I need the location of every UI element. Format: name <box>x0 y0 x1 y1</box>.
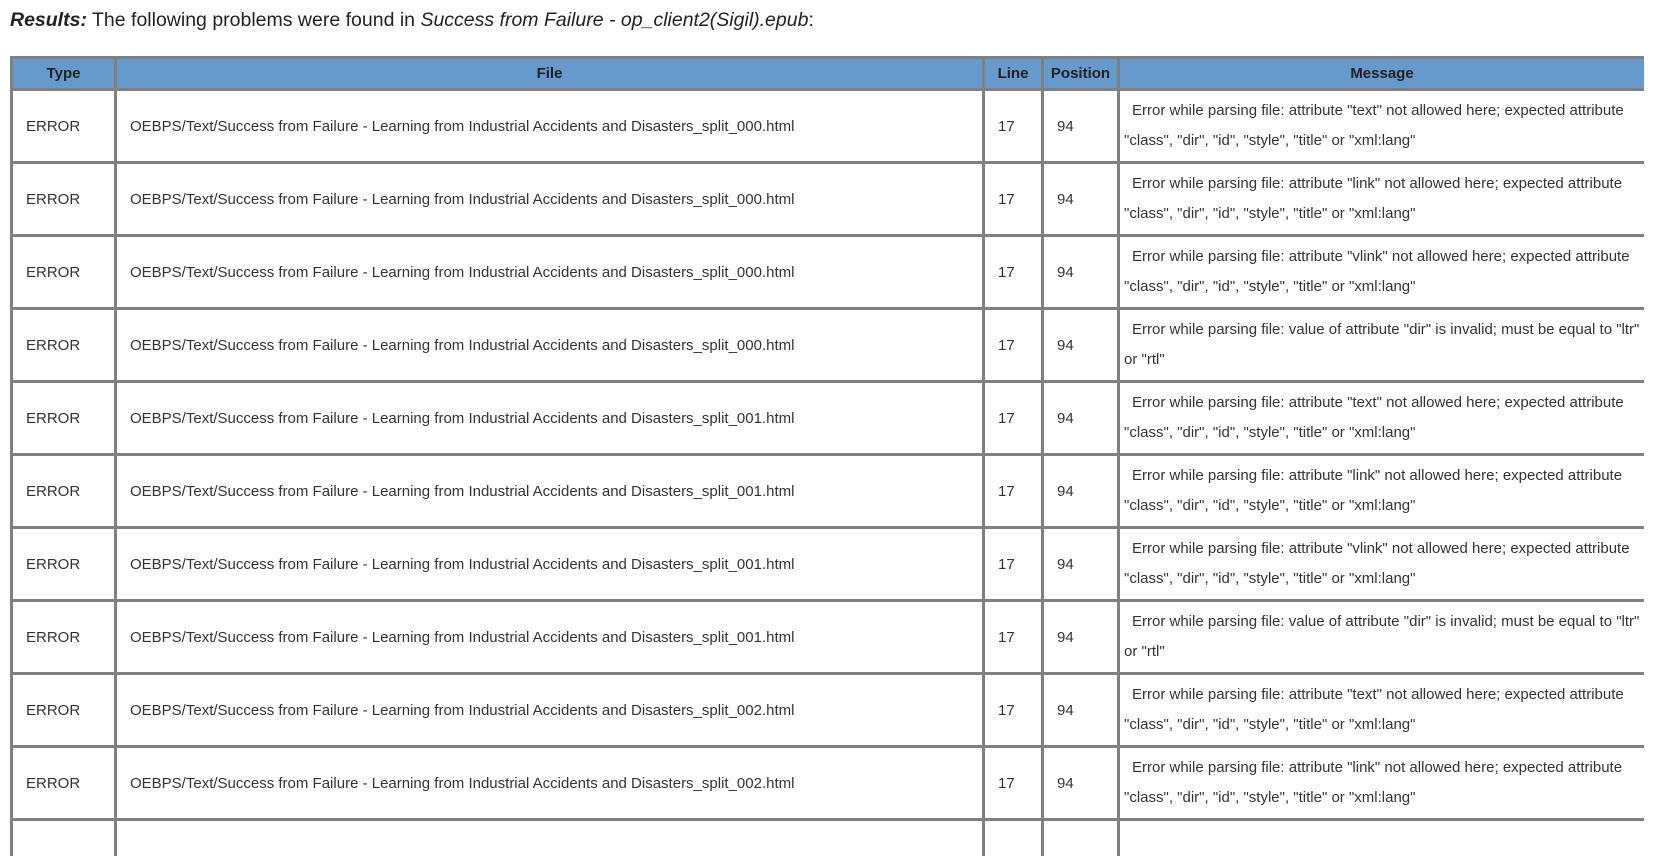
message-cell <box>1119 236 1645 309</box>
table-row <box>12 674 1645 747</box>
file-cell <box>116 820 984 856</box>
results-table <box>10 56 1644 856</box>
message-cell <box>1119 309 1645 382</box>
table-row <box>12 163 1645 236</box>
type-cell: ERROR <box>12 528 116 601</box>
message-cell <box>1119 528 1645 601</box>
message-text: Error while parsing file: value of attribute "dir" is invalid; must be equal to "ltr" or "rtl" <box>1124 315 1640 375</box>
table-row <box>12 601 1645 674</box>
results-filename: Success from Failure - op_client2(Sigil).epub <box>420 9 808 31</box>
file-cell: OEBPS/Text/Success from Failure - Learning from Industrial Accidents and Disasters_split_001.html <box>116 455 984 528</box>
line-cell: 17 <box>984 163 1043 236</box>
position-cell: 94 <box>1043 309 1119 382</box>
message-cell <box>1119 674 1645 747</box>
file-cell: OEBPS/Text/Success from Failure - Learning from Industrial Accidents and Disasters_split_002.html <box>116 747 984 820</box>
file-cell: OEBPS/Text/Success from Failure - Learning from Industrial Accidents and Disasters_split_000.html <box>116 236 984 309</box>
position-cell: 94 <box>1043 528 1119 601</box>
column-header-file[interactable]: File <box>116 58 984 90</box>
results-heading <box>10 8 814 32</box>
message-text: Error while parsing file: attribute "text" not allowed here; expected attribute "class", "dir", "id", "style", "title" or "xml:lang" <box>1124 96 1640 156</box>
message-cell <box>1119 382 1645 455</box>
position-cell: 94 <box>1043 163 1119 236</box>
line-cell: 17 <box>984 747 1043 820</box>
type-cell <box>12 820 116 856</box>
type-cell: ERROR <box>12 236 116 309</box>
column-header-position[interactable]: Position <box>1043 58 1119 90</box>
line-cell: 17 <box>984 236 1043 309</box>
position-cell: 94 <box>1043 90 1119 163</box>
column-header-type[interactable]: Type <box>12 58 116 90</box>
line-cell: 17 <box>984 309 1043 382</box>
message-text: Error while parsing file: attribute "link" not allowed here; expected attribute "class", "dir", "id", "style", "title" or "xml:lang" <box>1124 461 1640 521</box>
file-cell: OEBPS/Text/Success from Failure - Learning from Industrial Accidents and Disasters_split_001.html <box>116 528 984 601</box>
line-cell: 17 <box>984 601 1043 674</box>
message-text: Error while parsing file: attribute "link" not allowed here; expected attribute "class", "dir", "id", "style", "title" or "xml:lang" <box>1124 753 1640 813</box>
message-text: Error while parsing file: attribute "vlink" not allowed here; expected attribute "class", "dir", "id", "style", "title" or "xml:lang" <box>1124 534 1640 594</box>
type-cell: ERROR <box>12 382 116 455</box>
column-header-message[interactable]: Message <box>1119 58 1645 90</box>
file-cell: OEBPS/Text/Success from Failure - Learning from Industrial Accidents and Disasters_split_001.html <box>116 601 984 674</box>
position-cell <box>1043 820 1119 856</box>
line-cell: 17 <box>984 455 1043 528</box>
table-header-row <box>12 58 1645 90</box>
type-cell: ERROR <box>12 674 116 747</box>
position-cell: 94 <box>1043 747 1119 820</box>
table-row <box>12 455 1645 528</box>
table-row <box>12 90 1645 163</box>
type-cell: ERROR <box>12 90 116 163</box>
position-cell: 94 <box>1043 674 1119 747</box>
type-cell: ERROR <box>12 309 116 382</box>
file-cell: OEBPS/Text/Success from Failure - Learning from Industrial Accidents and Disasters_split_000.html <box>116 90 984 163</box>
file-cell: OEBPS/Text/Success from Failure - Learning from Industrial Accidents and Disasters_split_002.html <box>116 674 984 747</box>
line-cell: 17 <box>984 382 1043 455</box>
file-cell: OEBPS/Text/Success from Failure - Learning from Industrial Accidents and Disasters_split_000.html <box>116 163 984 236</box>
message-cell <box>1119 90 1645 163</box>
line-cell <box>984 820 1043 856</box>
line-cell: 17 <box>984 528 1043 601</box>
file-cell: OEBPS/Text/Success from Failure - Learning from Industrial Accidents and Disasters_split_001.html <box>116 382 984 455</box>
results-label: Results: <box>10 9 87 31</box>
message-text: Error while parsing file: attribute "vlink" not allowed here; expected attribute "class", "dir", "id", "style", "title" or "xml:lang" <box>1124 242 1640 302</box>
table-row <box>12 309 1645 382</box>
results-text: The following problems were found in <box>87 9 421 31</box>
message-text: Error while parsing file: attribute "text" not allowed here; expected attribute "class", "dir", "id", "style", "title" or "xml:lang" <box>1124 680 1640 740</box>
table-row <box>12 382 1645 455</box>
message-text: Error while parsing file: attribute "link" not allowed here; expected attribute "class", "dir", "id", "style", "title" or "xml:lang" <box>1124 169 1640 229</box>
table-row <box>12 528 1645 601</box>
line-cell: 17 <box>984 90 1043 163</box>
message-cell <box>1119 455 1645 528</box>
line-cell: 17 <box>984 674 1043 747</box>
table-row <box>12 747 1645 820</box>
message-text: Error while parsing file: attribute "text" not allowed here; expected attribute "class", "dir", "id", "style", "title" or "xml:lang" <box>1124 388 1640 448</box>
type-cell: ERROR <box>12 455 116 528</box>
message-cell <box>1119 820 1645 856</box>
type-cell: ERROR <box>12 747 116 820</box>
type-cell: ERROR <box>12 163 116 236</box>
type-cell: ERROR <box>12 601 116 674</box>
results-suffix: : <box>808 9 813 31</box>
column-header-line[interactable]: Line <box>984 58 1043 90</box>
position-cell: 94 <box>1043 455 1119 528</box>
table-row <box>12 820 1645 856</box>
message-cell <box>1119 163 1645 236</box>
message-text: Error while parsing file: value of attribute "dir" is invalid; must be equal to "ltr" or "rtl" <box>1124 607 1640 667</box>
position-cell: 94 <box>1043 382 1119 455</box>
results-table-container <box>10 56 1644 856</box>
message-cell <box>1119 601 1645 674</box>
position-cell: 94 <box>1043 601 1119 674</box>
position-cell: 94 <box>1043 236 1119 309</box>
file-cell: OEBPS/Text/Success from Failure - Learning from Industrial Accidents and Disasters_split_000.html <box>116 309 984 382</box>
table-row <box>12 236 1645 309</box>
message-cell <box>1119 747 1645 820</box>
table-body <box>12 90 1645 856</box>
